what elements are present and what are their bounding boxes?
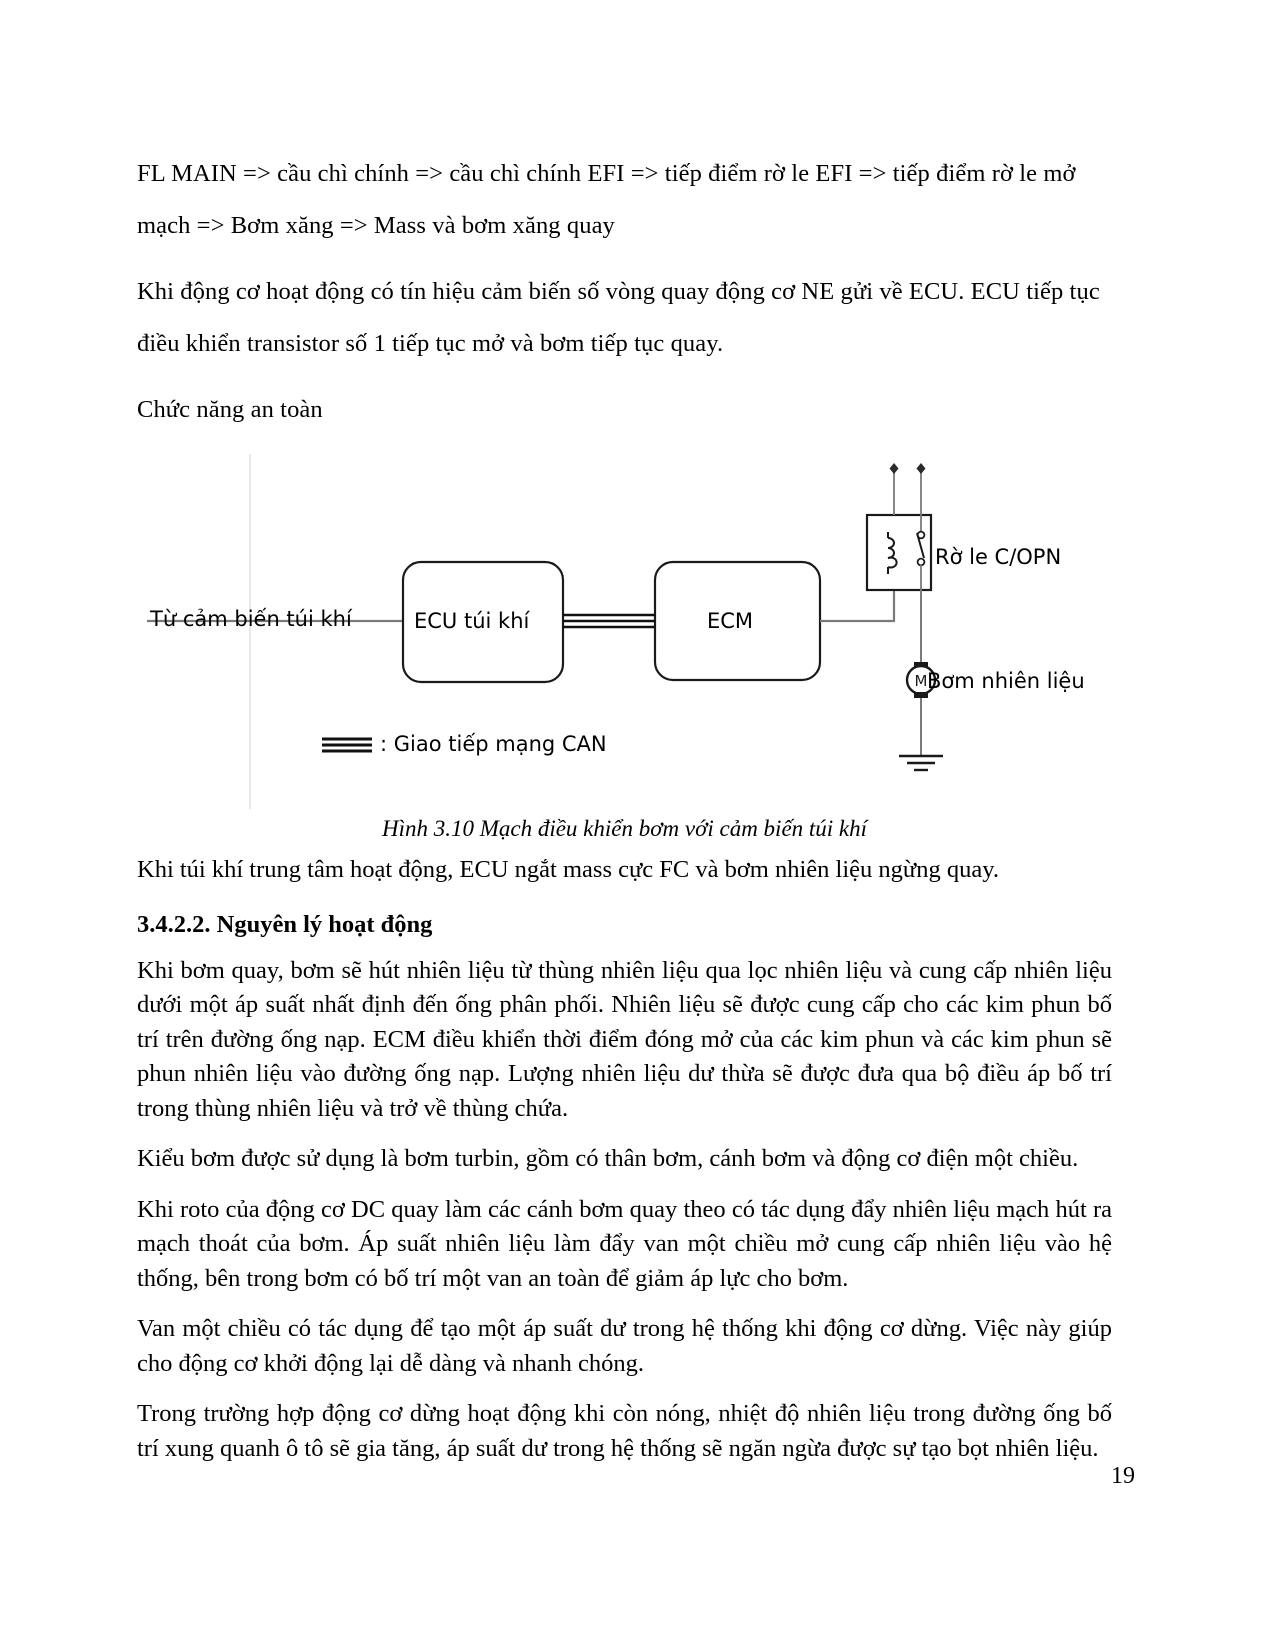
paragraph-pump-operation-1: Khi bơm quay, bơm sẽ hút nhiên liệu từ thùng nhiên liệu qua lọc nhiên liệu và cung cấp nhiên liệu dưới một áp suất nhất định đến ống phân phối. Nhiên liệu sẽ được cung cấp cho các kim phun bố trí trên đường ống nạp. ECM điều khiển thời điểm đóng mở của các kim phun và các kim phun sẽ phun nhiên liệu vào đường ống nạp. Lượng nhiên liệu dư thừa sẽ được đưa qua bộ điều áp bố trí trong thùng nhiên liệu và trở về thùng chứa.	[137, 956, 1112, 1122]
paragraph-fl-main: FL MAIN => cầu chì chính => cầu chì chính EFI => tiếp điểm rờ le EFI => tiếp điểm rờ le mở mạch => Bơm xăng => Mass và bơm xăng quay	[137, 160, 1076, 239]
label-ecm: ECM	[707, 609, 754, 633]
page-content	[137, 148, 1112, 1482]
paragraph-engine-running: Khi động cơ hoạt động có tín hiệu cảm biến số vòng quay động cơ NE gửi về ECU. ECU tiếp tục điều khiển transistor số 1 tiếp tục mở và bơm tiếp tục quay.	[137, 278, 1100, 357]
label-fuel-pump: Bơm nhiên liệu	[927, 669, 1085, 693]
can-bus-connection	[563, 615, 655, 627]
ground-symbol-icon	[899, 756, 943, 770]
relay-terminals	[890, 463, 926, 515]
paragraph-pump-type: Kiểu bơm được sử dụng là bơm turbin, gồm có thân bơm, cánh bơm và động cơ điện một chiều.	[137, 1145, 1079, 1172]
label-ecu-airbag: ECU túi khí	[414, 609, 530, 633]
figure-caption: Hình 3.10 Mạch điều khiển bơm với cảm biến túi khí	[381, 816, 868, 841]
label-airbag-sensor-input: Từ cảm biến túi khí	[150, 607, 352, 631]
paragraph-safety-function: Chức năng an toàn	[137, 396, 323, 423]
label-relay-copn: Rờ le C/OPN	[935, 545, 1062, 569]
paragraph-airbag-cutoff: Khi túi khí trung tâm hoạt động, ECU ngắt mass cực FC và bơm nhiên liệu ngừng quay.	[137, 856, 999, 883]
label-legend-can: : Giao tiếp mạng CAN	[380, 732, 607, 756]
svg-text:M: M	[914, 672, 928, 690]
figure-3-10	[137, 454, 1112, 809]
legend-can-symbol	[322, 739, 372, 751]
section-heading-3-4-2-2: 3.4.2.2. Nguyên lý hoạt động	[137, 910, 433, 938]
circuit-diagram-svg	[137, 454, 1112, 809]
page-number: 19	[1111, 1463, 1135, 1489]
paragraph-check-valve: Van một chiều có tác dụng để tạo một áp suất dư trong hệ thống khi động cơ dừng. Việc này giúp cho động cơ khởi động lại dễ dàng và nhanh chóng.	[137, 1315, 1112, 1377]
paragraph-hot-shutdown: Trong trường hợp động cơ dừng hoạt động khi còn nóng, nhiệt độ nhiên liệu trong đường ống bố trí xung quanh ô tô sẽ gia tăng, áp suất dư trong hệ thống sẽ ngăn ngừa được sự tạo bọt nhiên liệu.	[137, 1400, 1112, 1462]
paragraph-rotor-operation: Khi roto của động cơ DC quay làm các cánh bơm quay theo có tác dụng đẩy nhiên liệu mạch hút ra mạch thoát của bơm. Áp suất nhiên liệu làm đẩy van một chiều mở cung cấp nhiên liệu vào hệ thống, bên trong bơm có bố trí một van an toàn để giảm áp lực cho bơm.	[137, 1195, 1112, 1292]
